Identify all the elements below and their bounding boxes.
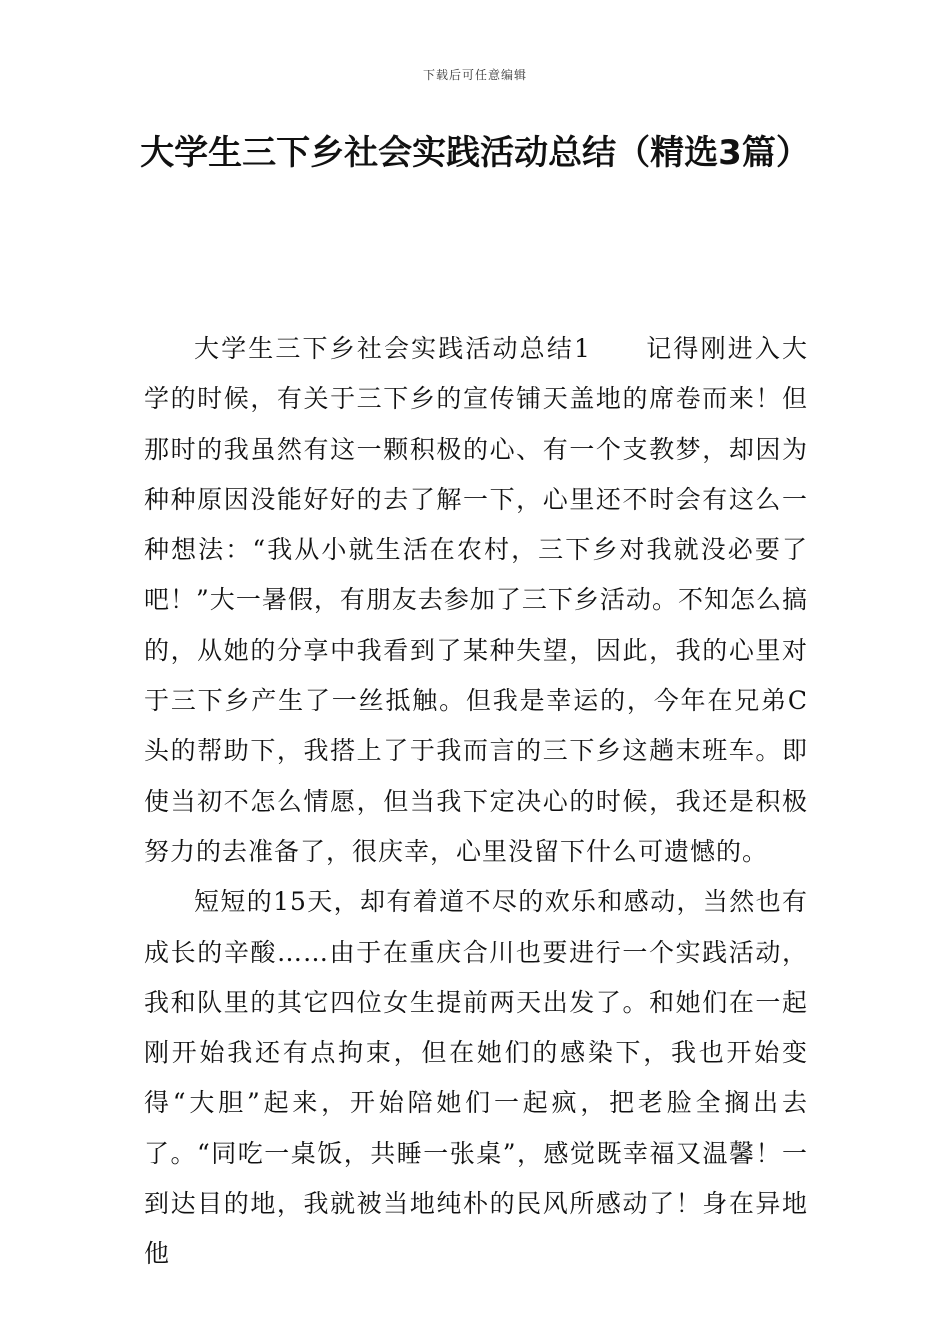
header-note: 下载后可任意编辑: [422, 68, 527, 82]
document-title: 大学生三下乡社会实践活动总结（精选3篇）: [140, 133, 810, 173]
paragraph: 大学生三下乡社会实践活动总结1 记得刚进入大学的时候，有关于三下乡的宣传铺天盖地的席卷而来！但那时的我虽然有这一颗积极的心、有一个支教梦，却因为种种原因没能好好的去了解一下，心里还不时会有这么一种想法：“我从小就生活在农村，三下乡对我就没必要了吧！”大一暑假，有朋友去参加了三下乡活动。不知怎么搞的，从她的分享中我看到了某种失望，因此，我的心里对于三下乡产生了一丝抵触。但我是幸运的，今年在兄弟C头的帮助下，我搭上了于我而言的三下乡这趟末班车。即使当初不怎么情愿，但当我下定决心的时候，我还是积极努力的去准备了，很庆幸，心里没留下什么可遗憾的。: [144, 334, 808, 866]
paragraph: 短短的15天，却有着道不尽的欢乐和感动，当然也有成长的辛酸……由于在重庆合川也要进行一个实践活动，我和队里的其它四位女生提前两天出发了。和她们在一起刚开始我还有点拘束，但在她们的感染下，我也开始变得“大胆”起来，开始陪她们一起疯，把老脸全搁出去了。“同吃一桌饭，共睡一张桌”，感觉既幸福又温馨！一到达目的地，我就被当地纯朴的民风所感动了！身在异地他: [144, 887, 808, 1269]
document-body: [144, 324, 808, 1280]
